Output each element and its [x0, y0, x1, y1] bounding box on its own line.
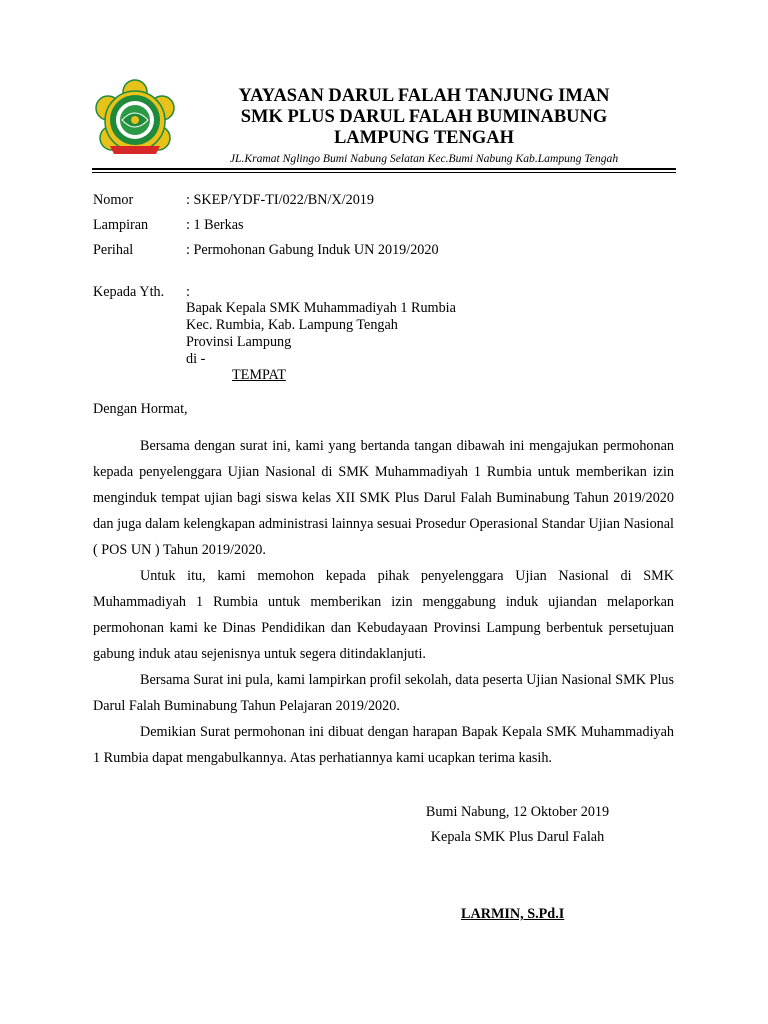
region-name: LAMPUNG TENGAH [333, 128, 515, 148]
signature-name: LARMIN, S.Pd.I [461, 906, 565, 922]
header-divider-thin [92, 172, 676, 173]
recipient-line-2: Kec. Rumbia, Kab. Lampung Tengah [186, 317, 398, 333]
signature-position: Kepala SMK Plus Darul Falah [430, 829, 605, 845]
header-divider-thick [92, 168, 676, 170]
foundation-name: YAYASAN DARUL FALAH TANJUNG IMAN [238, 86, 610, 106]
recipient-place: TEMPAT [232, 367, 286, 383]
school-address: JL.Kramat Nglingo Bumi Nabung Selatan Kec.Bumi Nabung Kab.Lampung Tengah [229, 152, 619, 165]
signature-place-date: Bumi Nabung, 12 Oktober 2019 [425, 804, 610, 820]
paragraph: Bersama Surat ini pula, kami lampirkan profil sekolah, data peserta Ujian Nasional SMK Plus Darul Falah Buminabung Tahun Pelajaran 2019/2020. [93, 672, 674, 714]
paragraph: Demikian Surat permohonan ini dibuat dengan harapan Bapak Kepala SMK Muhammadiyah 1 Rumbia dapat mengabulkannya. Atas perhatiannya kami ucapkan terima kasih. [93, 724, 674, 766]
nomor-label: Nomor [93, 192, 134, 208]
recipient-line-3: Provinsi Lampung [186, 334, 292, 350]
perihal-label: Perihal [93, 242, 134, 258]
recipient-line-1: Bapak Kepala SMK Muhammadiyah 1 Rumbia [186, 300, 456, 316]
letterhead [178, 86, 670, 167]
lampiran-label: Lampiran [93, 217, 149, 233]
kepada-label: Kepada Yth. [93, 284, 165, 300]
greeting: Dengan Hormat, [93, 401, 188, 417]
lampiran-value: : 1 Berkas [186, 217, 244, 233]
perihal-value: : Permohonan Gabung Induk UN 2019/2020 [186, 242, 439, 258]
school-logo-icon [92, 78, 178, 164]
paragraph: Bersama dengan surat ini, kami yang bertanda tangan dibawah ini mengajukan permohonan kepada penyelenggara Ujian Nasional di SMK Muhammadiyah 1 Rumbia untuk memberikan izin menginduk tempat ujian bagi siswa kelas XII SMK Plus Darul Falah Buminabung Tahun 2019/2020 dan juga dalam kelengkapan administrasi lainnya sesuai Prosedur Operasional Standar Ujian Nasional ( POS UN ) Tahun 2019/2020. [93, 438, 674, 558]
nomor-value: : SKEP/YDF-TI/022/BN/X/2019 [186, 192, 374, 208]
school-name: SMK PLUS DARUL FALAH BUMINABUNG [240, 107, 608, 127]
recipient-line-4: di - [186, 351, 206, 367]
kepada-colon: : [186, 284, 190, 300]
letter-body [93, 433, 674, 771]
paragraph: Untuk itu, kami memohon kepada pihak penyelenggara Ujian Nasional di SMK Muhammadiyah 1 Rumbia untuk memberikan izin menggabung induk ujiandan melaporkan permohonan kami ke Dinas Pendidikan dan Kebudayaan Provinsi Lampung berbentuk persetujuan gabung induk atau sejenisnya untuk segera ditindaklanjuti. [93, 568, 674, 662]
